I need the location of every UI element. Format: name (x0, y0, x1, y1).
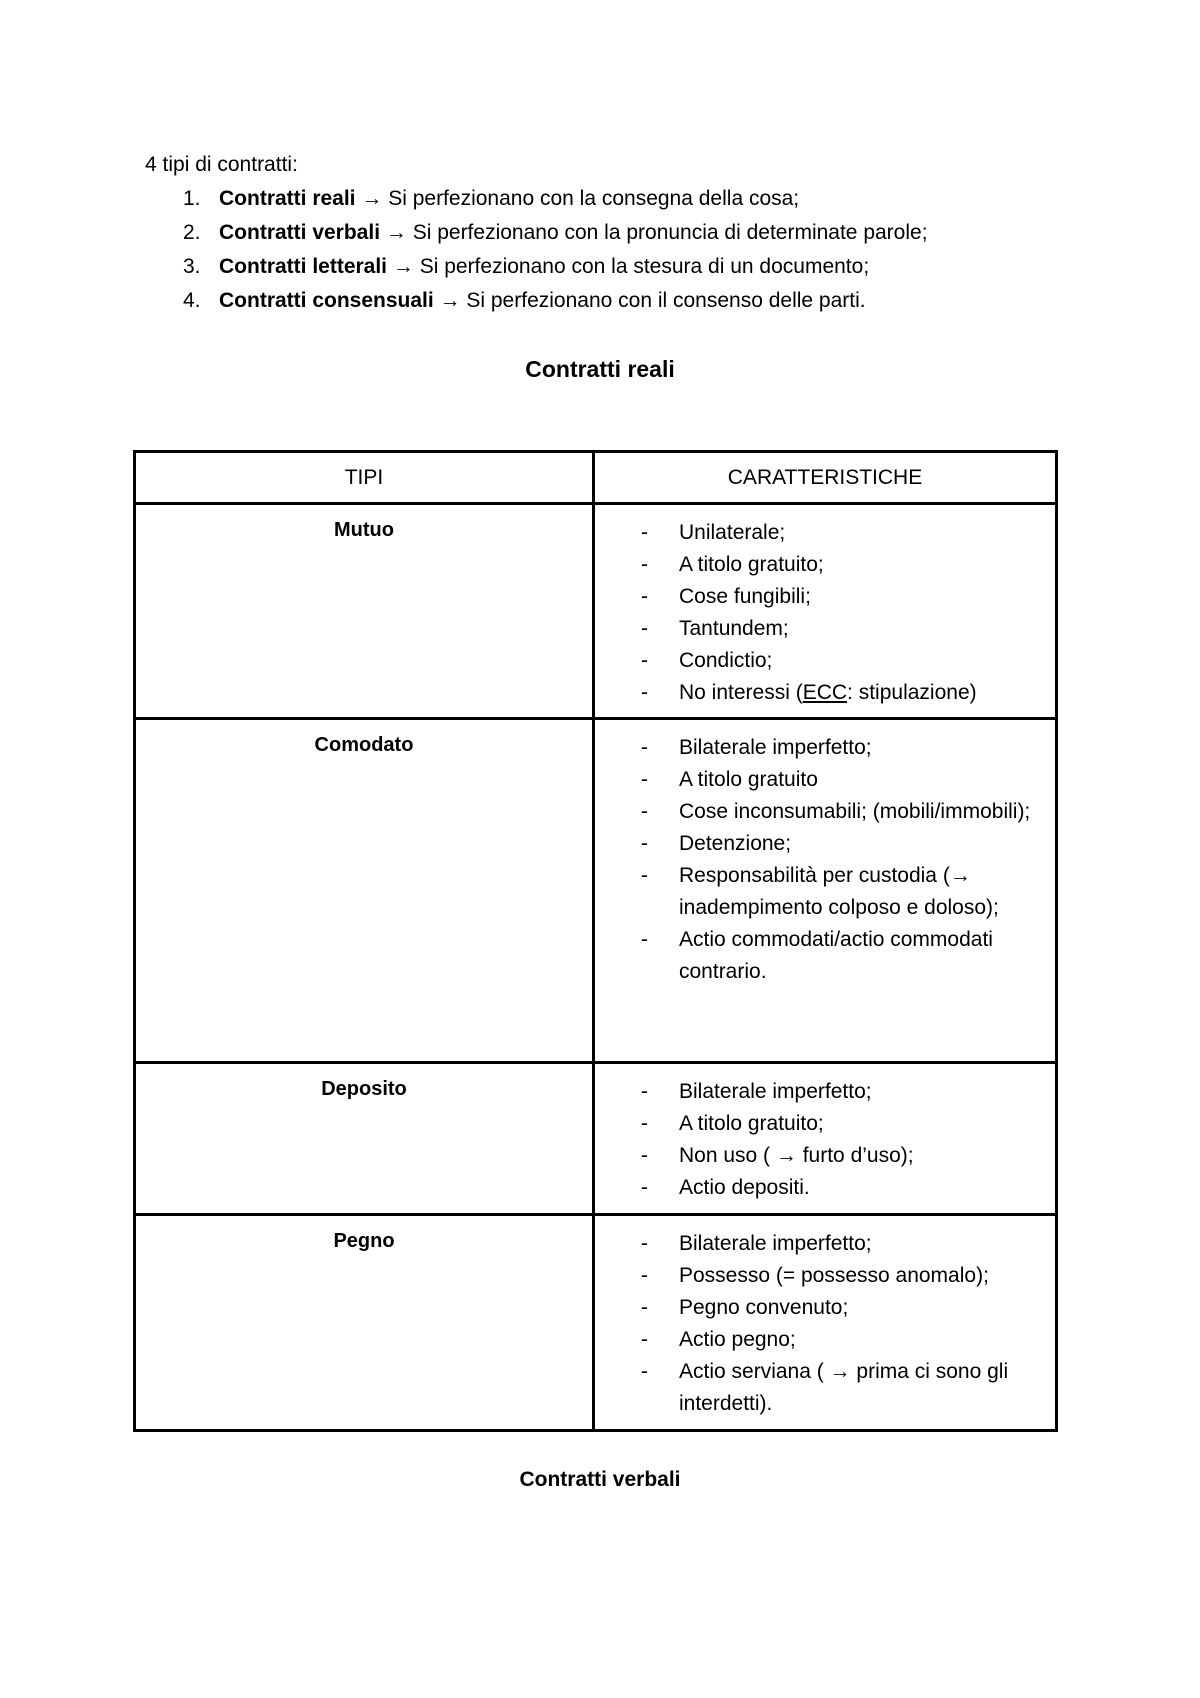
list-item: - Actio serviana ( → prima ci sono gli interdetti). (641, 1356, 1045, 1420)
list-item: 3. Contratti letterali → Si perfezionano con la stesura di un documento; (183, 255, 870, 278)
caratteristiche-cell (594, 504, 1057, 719)
intro-section (145, 148, 928, 318)
list-item: - Actio commodati/actio commodati contrario. (641, 924, 1045, 988)
section-heading-contratti-verbali: Contratti verbali (519, 1468, 681, 1491)
table-row (135, 1063, 1057, 1215)
table-row (135, 504, 1057, 719)
intro-title: 4 tipi di contratti: (145, 153, 298, 176)
tipo-cell: Deposito (135, 1063, 594, 1215)
list-item: - Bilaterale imperfetto; (641, 732, 1045, 764)
list-item: - Tantundem; (641, 613, 1045, 645)
tipo-cell: Mutuo (135, 504, 594, 719)
list-item: - Actio pegno; (641, 1324, 1045, 1356)
list-item: - Cose inconsumabili; (mobili/immobili); (641, 796, 1045, 828)
tipo-cell: Pegno (135, 1215, 594, 1431)
list-item: 2. Contratti verbali → Si perfezionano con la pronuncia di determinate parole; (183, 221, 928, 244)
list-item: - Condictio; (641, 645, 1045, 677)
list-item: - Detenzione; (641, 828, 1045, 860)
caratteristiche-cell (594, 719, 1057, 1063)
list-item: 1. Contratti reali → Si perfezionano con la consegna della cosa; (183, 187, 800, 210)
caratteristiche-cell (594, 1063, 1057, 1215)
list-item: - Possesso (= possesso anomalo); (641, 1260, 1045, 1292)
caratteristiche-cell (594, 1215, 1057, 1431)
list-item: - No interessi (ECC: stipulazione) (641, 677, 1045, 709)
list-item: - Responsabilità per custodia (→ inadempimento colposo e doloso); (641, 860, 1045, 924)
ecc-abbreviation: ECC (802, 681, 848, 704)
list-item: - A titolo gratuito (641, 764, 1045, 796)
table-row (135, 1215, 1057, 1431)
list-item: - Actio depositi. (641, 1172, 1045, 1204)
list-item: - Unilaterale; (641, 517, 1045, 549)
column-header-caratteristiche: CARATTERISTICHE (594, 452, 1057, 504)
tipo-cell: Comodato (135, 719, 594, 1063)
list-item: - Bilaterale imperfetto; (641, 1228, 1045, 1260)
column-header-tipi: TIPI (135, 452, 594, 504)
list-item: - A titolo gratuito; (641, 549, 1045, 581)
list-item: 4. Contratti consensuali → Si perfezionano con il consenso delle parti. (183, 289, 866, 312)
list-item: - Bilaterale imperfetto; (641, 1076, 1045, 1108)
contratti-reali-table (133, 450, 1058, 1432)
list-item: - Non uso ( → furto d’uso); (641, 1140, 1045, 1172)
contract-types-list (145, 182, 928, 318)
section-heading-contratti-reali: Contratti reali (525, 356, 675, 382)
table-row (135, 719, 1057, 1063)
list-item: - Cose fungibili; (641, 581, 1045, 613)
list-item: - A titolo gratuito; (641, 1108, 1045, 1140)
list-item: - Pegno convenuto; (641, 1292, 1045, 1324)
table-header-row (135, 452, 1057, 504)
